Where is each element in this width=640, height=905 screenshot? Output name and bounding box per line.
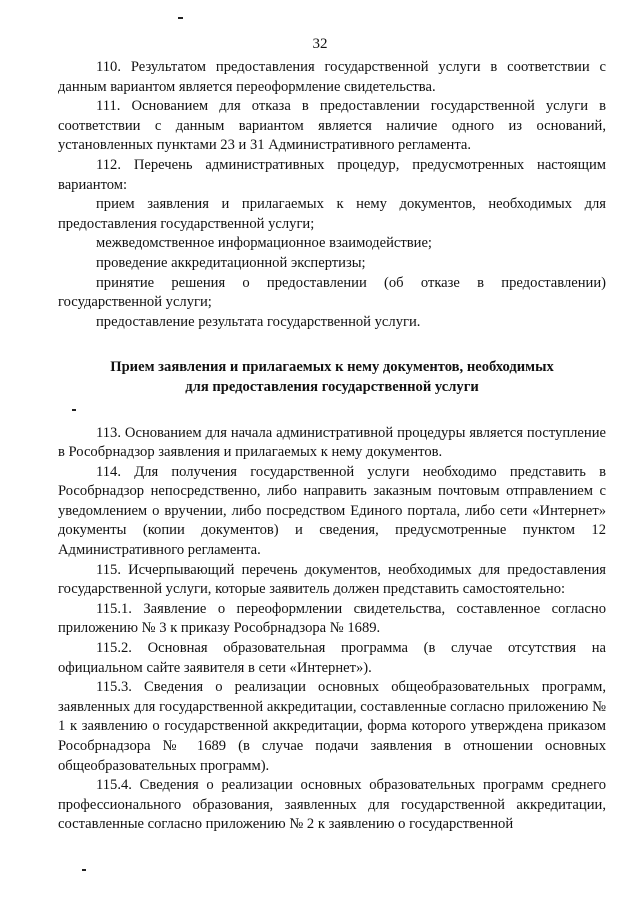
section-heading xyxy=(58,358,606,397)
paragraph-115-4: 115.4. Сведения о реализации основных образовательных программ среднего профессионального образования, заявленных для государственной аккредитации, составленные согласно приложению № 2 к заявлению о государственной xyxy=(58,777,606,833)
paragraph-115-3: 115.3. Сведения о реализации основных общеобразовательных программ, заявленных для государственной аккредитации, составленные согласно приложению № 1 к заявлению о государственной аккредитации, форма которого утверждена приказом Рособрнадзора № 1689 (в случае подачи заявления в отношении основных общеобразовательных программ). xyxy=(58,679,606,774)
section-heading-line: Прием заявления и прилагаемых к нему документов, необходимых xyxy=(110,359,554,376)
paragraph-115: 115. Исчерпывающий перечень документов, необходимых для предоставления государственной услуги, которые заявитель должен представить самостоятельно: xyxy=(58,561,606,598)
section-heading-line: для предоставления государственной услуги xyxy=(185,378,479,395)
scan-speck xyxy=(82,869,86,871)
procedure-item: принятие решения о предоставлении (об отказе в предоставлении) государственной услуги; xyxy=(58,274,606,311)
procedure-item: проведение аккредитационной экспертизы; xyxy=(96,254,366,271)
scan-speck xyxy=(72,409,76,411)
procedure-item: предоставление результата государственной услуги. xyxy=(96,313,421,330)
paragraph-110: 110. Результатом предоставления государственной услуги в соответствии с данным вариантом является переоформление свидетельства. xyxy=(58,59,606,95)
page-number: 32 xyxy=(312,36,328,52)
paragraph-114: 114. Для получения государственной услуги необходимо представить в Рособрнадзор непосредственно, либо направить заказным почтовым отправлением с уведомлением о вручении, либо посредством Единого портала, либо сети «Интернет» документы (копии документов) и сведения, предусмотренные пунктом 12 Административного регламента. xyxy=(58,463,606,559)
paragraph-112: 112. Перечень административных процедур, предусмотренных настоящим вариантом: xyxy=(58,156,606,193)
paragraph-111: 111. Основанием для отказа в предоставлении государственной услуги в соответствии с данным вариантом является наличие одного из оснований, установленных пунктами 23 и 31 Административного регламента. xyxy=(58,98,606,154)
paragraph-113: 113. Основанием для начала административной процедуры является поступление в Рособрнадзор заявления и прилагаемых к нему документов. xyxy=(58,424,606,461)
procedure-item: прием заявления и прилагаемых к нему документов, необходимых для предоставления государственной услуги; xyxy=(58,196,606,232)
procedure-item: межведомственное информационное взаимодействие; xyxy=(96,235,432,252)
paragraph-115-2: 115.2. Основная образовательная программа (в случае отсутствия на официальном сайте заявителя в сети «Интернет»). xyxy=(58,640,606,676)
paragraph-115-1: 115.1. Заявление о переоформлении свидетельства, составленное согласно приложению № 3 к приказу Рособрнадзора № 1689. xyxy=(58,600,606,637)
document-body xyxy=(58,58,606,835)
scan-speck xyxy=(178,17,183,19)
